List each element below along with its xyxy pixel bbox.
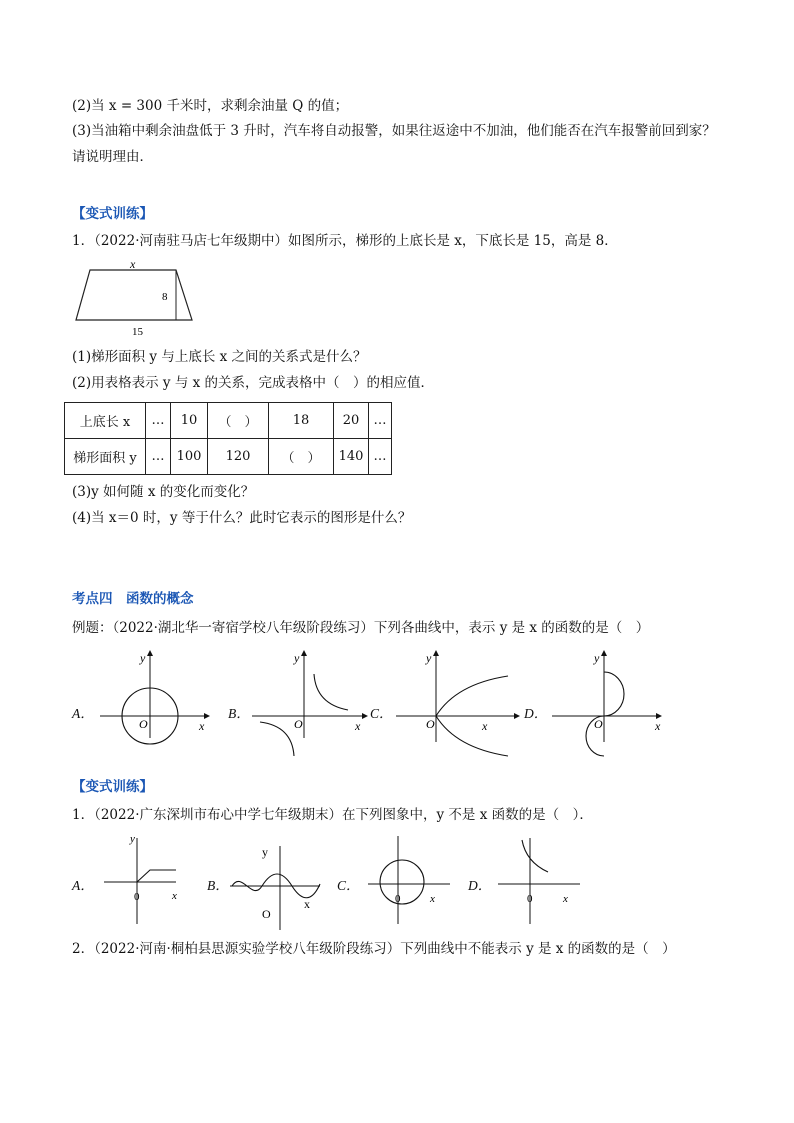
graph-c (396, 650, 526, 745)
graph-2c-x-label: x (430, 893, 435, 905)
table-cell: 120 (208, 439, 269, 475)
option-a-label: A． (72, 706, 94, 721)
question-2: (2)当 x = 300 千米时，求剩余油量 Q 的值； (72, 98, 349, 114)
table-row (65, 439, 392, 475)
table-cell: … (146, 403, 171, 439)
graph-2d-zero-label: 0 (527, 893, 533, 905)
option-b-label-2: B． (207, 878, 229, 893)
sub-question-4: (4)当 x＝0 时，y 等于什么？此时它表示的图形是什么？ (72, 510, 412, 526)
graph-a (100, 650, 220, 740)
table-cell: 140 (334, 439, 369, 475)
sub-question-3: (3)y 如何随 x 的变化而变化？ (72, 484, 255, 500)
graph-b (252, 650, 372, 740)
table-cell: 18 (269, 403, 334, 439)
graph-a-origin-label: O (139, 717, 148, 731)
graph-2b (230, 840, 330, 930)
trapezoid-height-label: 8 (162, 291, 168, 303)
option-d-label: D． (524, 706, 548, 721)
table-cell: 上底长 x (65, 403, 146, 439)
graph-d (552, 650, 672, 745)
graph-a-y-label: y (140, 651, 146, 665)
graph-c-origin-label: O (426, 717, 435, 731)
table-cell: … (369, 439, 392, 475)
sub-question-2: (2)用表格表示 y 与 x 的关系，完成表格中（ ）的相应值． (72, 375, 435, 391)
graph-c-x-label: x (482, 719, 488, 733)
table-cell: … (146, 439, 171, 475)
table-cell: （ ） (269, 439, 334, 475)
graph-b-x-label: x (355, 719, 361, 733)
question-3: (3)当油箱中剩余油盘低于 3 升时，汽车将自动报警，如果往返途中不加油，他们能否在汽车报警前回到家？ (72, 123, 716, 139)
section-variant-1: 【变式训练】 (72, 206, 153, 222)
graph-2b-origin-label: O (262, 907, 271, 921)
graph-2c-zero-label: 0 (395, 893, 401, 905)
variant-question-2: 2．（2022·河南·桐柏县思源实验学校八年级阶段练习）下列曲线中不能表示 y 是 x 的函数的是（ ） (72, 941, 676, 957)
sub-question-1: (1)梯形面积 y 与上底长 x 之间的关系式是什么？ (72, 349, 367, 365)
graph-2a-y-label: y (130, 833, 135, 845)
graph-d-x-label: x (655, 719, 661, 733)
graph-b-origin-label: O (294, 717, 303, 731)
graph-a-x-label: x (199, 719, 205, 733)
option-c-label-2: C． (337, 878, 360, 893)
example-question: 例题：（2022·湖北华一寄宿学校八年级阶段练习）下列各曲线中，表示 y 是 x 的函数的是（ ） (72, 620, 650, 636)
graph-2a (104, 832, 184, 927)
graph-2c (368, 832, 458, 927)
graph-2d (498, 832, 588, 927)
option-a-label-2: A． (72, 878, 94, 893)
graph-2a-x-label: x (172, 890, 177, 902)
graph-b-y-label: y (294, 651, 300, 665)
option-d-label-2: D． (468, 878, 492, 893)
graph-2b-x-label: x (304, 897, 310, 911)
variant-question-1: 1．（2022·广东深圳市布心中学七年级期末）在下列图象中，y 不是 x 函数的是（ ）． (72, 807, 593, 823)
graph-2a-zero-label: 0 (134, 891, 140, 903)
trapezoid-bottom-label: 15 (132, 326, 143, 338)
option-b-label: B． (228, 706, 250, 721)
section-variant-2: 【变式训练】 (72, 779, 153, 795)
table-cell: 100 (171, 439, 208, 475)
graph-2d-x-label: x (563, 893, 568, 905)
problem-1: 1．（2022·河南驻马店七年级期中）如图所示，梯形的上底长是 x，下底长是 15，高是 8． (72, 233, 618, 249)
trapezoid-top-label: x (130, 257, 136, 271)
table-cell: … (369, 403, 392, 439)
value-table (64, 402, 392, 475)
section-point-4: 考点四 函数的概念 (72, 591, 194, 607)
table-cell: 20 (334, 403, 369, 439)
option-c-label: C． (370, 706, 393, 721)
trapezoid-figure (74, 258, 204, 338)
graph-d-origin-label: O (594, 717, 603, 731)
table-cell: 10 (171, 403, 208, 439)
table-row (65, 403, 392, 439)
graph-2b-y-label: y (262, 845, 268, 859)
table-cell: 梯形面积 y (65, 439, 146, 475)
question-3-cont: 请说明理由． (72, 149, 153, 165)
graph-d-y-label: y (594, 651, 600, 665)
graph-c-y-label: y (426, 651, 432, 665)
table-cell: （ ） (208, 403, 269, 439)
